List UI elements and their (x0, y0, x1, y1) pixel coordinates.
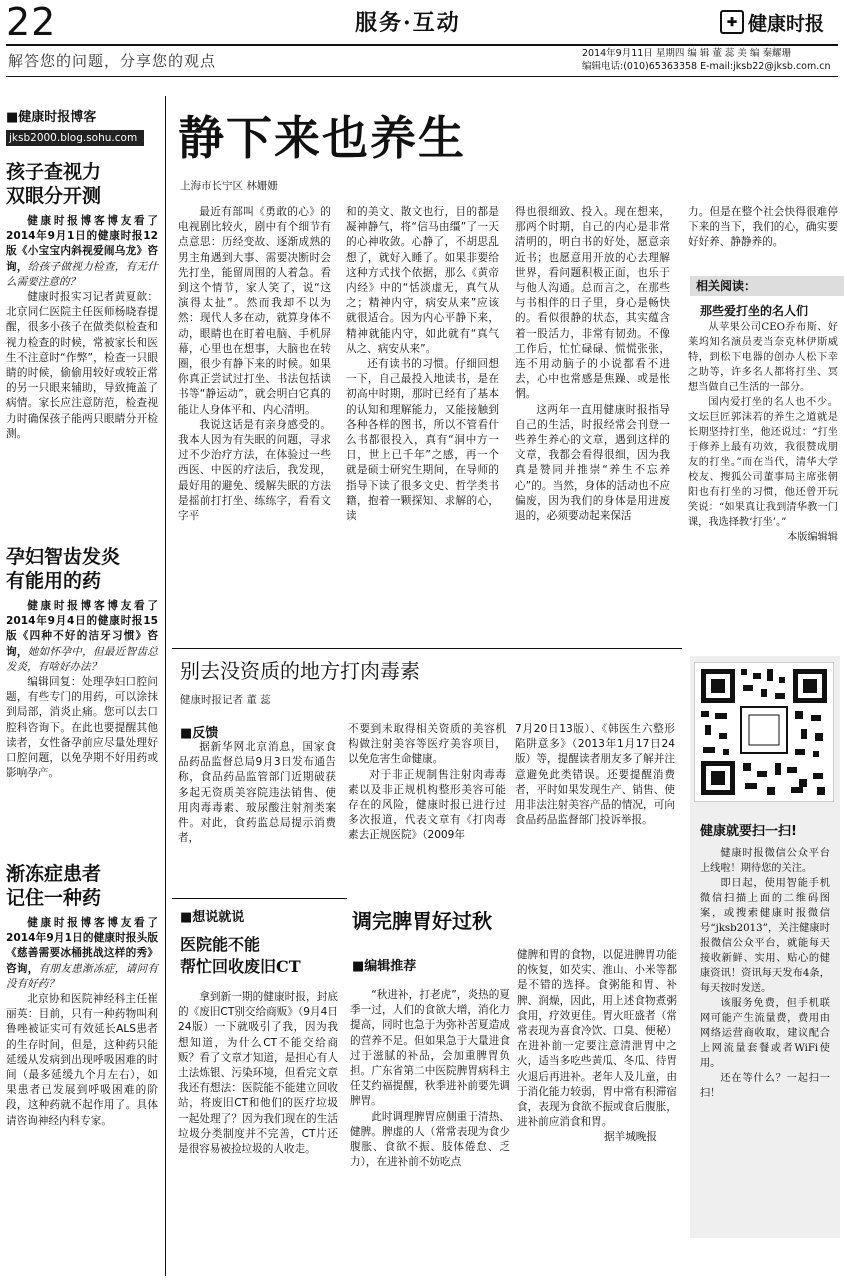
opinion-box-label: ■想说就说 (180, 910, 245, 925)
header-bottom-rule (6, 76, 838, 77)
blog-heading: ■健康时报博客 (6, 110, 97, 125)
article3-title: 医院能不能 (180, 935, 261, 954)
wechat-paragraph: 该服务免费，但手机联网可能产生流量费，费用由网络运营商收取，建议配合上网流量套餐或者WiFi使用。 (700, 998, 830, 1069)
section-title: 服务·互动 (355, 10, 461, 36)
article4-paragraph: 健脾和胃的食物，以促进脾胃功能的恢复，如芡实、淮山、小米等都是不错的选择。食粥能和胃、补脾、润燥，因此，用上述食物煮粥食用，疗效更佳。胃火旺盛者（常常表现为喜食冷饮、口臭、便秘）在进补前一定要注意清泄胃中之火，适当多吃些黄瓜、冬瓜、待胃火退后再进补。老年人及儿童，由于消化能力较弱，胃中常有积滞宿食，表现为食欲不振或食后腹胀，进补前应消食和胃。 (517, 949, 677, 1129)
blog-item-title: 双眼分开测 (6, 185, 102, 207)
section-rule (172, 648, 682, 649)
newspaper-logo (720, 8, 835, 36)
related-paragraph: 从苹果公司CEO乔布斯、好莱坞知名演员麦当奈克林伊斯威特，到松下电器的创办人松下幸之助等，许多名人都将打坐、冥想当做自己生活的一部分。 (688, 322, 838, 393)
feature-paragraph: 最近有部叫《勇敢的心》的电视剧比较火，剧中有个细节有点意思：历经变故、逐渐成熟的男主角遇到大事、需要决断时会先打坐，能留周围的人着急。看到这个情节，家人笑了，说“这演得太扯”。然而我却不以为然：现代人多在动，就算身体不动，眼睛也在盯着电脑、手机屏幕，心里也在想事，大脑也在转圈，很少有静下来的时候。如果你真正尝试过打坐、书法包括读书等“静运动”，就会明白它真的能让人身体平和、内心清明。 (178, 206, 331, 416)
blog-item-title: 有能用的药 (6, 570, 102, 592)
wechat-title: 健康就要扫一扫! (700, 824, 797, 839)
article2-title: 别去没资质的地方打肉毒素 (180, 659, 420, 683)
related-paragraph: 国内爱打坐的名人也不少。文坛巨匠郭沫若的养生之道就是长期坚持打坐，他还说过：“打坐于修养上最有功效，我很赞成朋友的打坐。”而在当代，清华大学校友、搜狐公司董事局主席张朝阳也有打坐的习惯，他还曾开玩笑说：“如果真让我到清华教一门课，我选择教‘打坐’。” (688, 397, 838, 528)
article4-paragraph: “秋进补，打老虎”，炎热的夏季一过，人们的食欲大增，消化力提高，同时也急于为弥补苦夏造成的营养不足。但如果急于大量进食过于滋腻的补品，会加重脾胃负担。广东省第二中医院脾胃病科主任艾约福提醒，秋季进补前要先调脾胃。 (350, 989, 510, 1108)
wechat-paragraph: 健康时报微信公众平台上线啦！期待您的关注。 (700, 848, 830, 874)
issue-info: 2014年9月11日 星期四 编 辑 董 蕊 美 编 秦耀珊 (582, 48, 791, 59)
wechat-paragraph: 还在等什么？一起扫一扫！ (700, 1073, 830, 1099)
feature-paragraph: 力。但是在整个社会快得很难停下来的当下，我们的心，确实要好好养、静静养的。 (688, 206, 838, 249)
feature-col-4 (688, 205, 838, 251)
article2-col-2 (348, 722, 506, 844)
blog-question-detail: 给孩子做视力检查，有无什么需要注意的？ (6, 260, 159, 288)
blog-item-1 (6, 160, 158, 442)
article4-paragraph: 此时调理脾胃应侧重于清热、健脾。脾虚的人（常常表现为食少腹胀、食欲不振、肢体倦怠、乏力），在进补前不妨吃点 (350, 1110, 510, 1169)
feedback-box-label: ■反馈 (180, 726, 219, 741)
recommend-box-label: ■编辑推荐 (352, 959, 417, 974)
blog-question: 健康时报博客博友看了2014年9月1日的健康时报头版《慈善需要冰桶挑战这样的秀》咨询， (6, 917, 158, 975)
logo-text: 健康时报 (748, 12, 825, 35)
column-divider (165, 96, 166, 1276)
article2-paragraph: 不要到未取得相关资质的美容机构做注射美容等医疗美容项目，以免危害生命健康。 (348, 723, 506, 766)
qr-code-icon[interactable] (694, 662, 834, 802)
blog-item-3 (6, 862, 158, 1129)
slogan: 解答您的问题，分享您的观点 (8, 52, 217, 70)
editor-contact: 编辑电话:(010)65363358 E-mail:jksb22@jksb.com.cn (582, 61, 831, 72)
article4-title: 调完脾胃好过秋 (352, 909, 492, 933)
feature-paragraph: 这两年一直用健康时报指导自己的生活，时报经常会刊登一些养生养心的文章，遇到这样的文章，我都会看得很细，因为我真是赞同并推崇“养生不忘养心”的。当然，身体的活动也不应偏废，因为我们的身体是用进废退的，必须要动起来保活 (515, 403, 670, 523)
feature-col-1 (178, 205, 331, 645)
blog-question: 健康时报博客博友看了2014年9月1日的健康时报12版《小宝宝内斜视爱闹乌龙》咨询， (6, 215, 158, 273)
blog-item-2 (6, 545, 158, 781)
blog-item-title: 孩子查视力 (6, 161, 102, 183)
article2-col-1 (178, 740, 336, 846)
related-title: 那些爱打坐的名人们 (700, 304, 809, 318)
article3-paragraph: 拿到新一期的健康时报，封底的《废旧CT别交给商贩》（9月4日24版）一下就吸引了我，因为我想知道，为什么CT不能交给商贩？看了文章才知道，是担心有人土法炼银、污染环境，但看完文章我还有想法：医院能不能建立回收站，将废旧CT和他们的医疗垃圾一起处理了？因为我们现在的生活垃圾分类制度并不完善，CT片还是很容易被捡垃圾的人收走。 (178, 991, 338, 1156)
blog-item-title: 孕妇智齿发炎 (6, 546, 121, 568)
article4-col-1 (350, 988, 510, 1170)
article4-col-2 (517, 948, 677, 1146)
blog-url: jksb2000.blog.sohu.com (6, 130, 144, 146)
feature-col-2 (346, 205, 499, 645)
page-number: 22 (6, 0, 57, 44)
article2-byline: 健康时报记者 董 蕊 (180, 694, 271, 706)
feature-byline: 上海市长宁区 林姗姗 (180, 180, 278, 192)
blog-question-detail: 她如怀孕中，但最近智齿总发炎，有啥好办法？ (6, 645, 159, 673)
article2-paragraph: 7月20日13版）、《韩医生六整形陷阱意多》（2013年1月17日24版）等，提醒读者朋友多了解并注意避免此类错误。还要提醒消费者，平时如果发现生产、销售、使用非法注射美容产品的情况，可向食品药品监督部门投诉举报。 (515, 723, 675, 827)
related-reading-label: 相关阅读： (690, 276, 844, 296)
header-rule (6, 44, 838, 46)
section-rule (172, 898, 347, 899)
feature-paragraph: 还有读书的习惯。仔细回想一下，自己最投入地读书，是在初高中时期，那时已经有了基本的认知和理解能力，又能接触到各种各样的图书，所以不管看什么书都很投入，真有“洞中方一日，世上已千年”之感，再一个就是硕士研究生期间，在导师的指导下读了很多文史、哲学类书籍，抱着一颗探知、求解的心，读 (346, 358, 499, 523)
blog-item-title: 记住一种药 (6, 887, 102, 909)
blog-question-detail: 有朋友患渐冻症，请问有没有好药？ (6, 962, 159, 990)
feature-title: 静下来也养生 (178, 111, 466, 165)
wechat-paragraph: 即日起，使用智能手机微信扫描上面的二维码图案，或搜索健康时报微信号“jksb2013”，关注健康时报微信公众平台，就能每天接收新鲜、实用、贴心的健康资讯！资讯每天发布4条，每天按时发送。 (700, 878, 830, 994)
feature-col-3 (515, 205, 670, 645)
related-body (688, 320, 838, 545)
blog-answer: 北京协和医院神经科主任崔丽英：目前，只有一种药物叫利鲁唑被证实可有效延长ALS患者的生存时间，但是，这种药只能延缓从发病到出现呼吸困难的时间（最多延缓九个月左右），如果患者已发展到呼吸困难的阶段，这种药就不起作用了。具体请咨询神经内科专家。 (6, 993, 158, 1127)
article4-sign: 据羊城晚报 (604, 1131, 657, 1144)
article2-paragraph: 对于非正规制售注射肉毒毒素以及非正规机构整形美容可能存在的风险，健康时报已进行过多次报道，代表文章有《打肉毒素去正规医院》（2009年 (348, 768, 506, 842)
article3-body (178, 990, 338, 1157)
related-sign: 本版编辑辑 (787, 532, 838, 543)
feature-paragraph: 和的美文、散文也行，目的都是凝神静气，将“信马由缰”了一天的心神收敛。心静了，不胡思乱想了，就好入睡了。如果非要给这种方式找个依据，那么《黄帝内经》中的“恬淡虚无，真气从之；精神内守，病安从来”应该就很适合。因为内心平静下来，精神就能内守，如此就有“真气从之、病安从来”。 (346, 206, 499, 355)
article2-paragraph: 据新华网北京消息，国家食品药品监督总局9月3日发布通告称，食品药品监管部门近期破获多起无资质美容院违法销售、使用肉毒毒素、玻尿酸注射剂类案件。对此，食药监总局提示消费者， (178, 741, 336, 845)
blog-item-title: 渐冻症患者 (6, 863, 102, 885)
article3-title: 帮忙回收废旧CT (180, 957, 301, 976)
feature-paragraph: 我说这话是有亲身感受的。我本人因为有失眠的问题，寻求过不少治疗方法，在体验过一些西医、中医的疗法后，我发现，最好用的避免、缓解失眠的方法是摇前打打坐、练练字，看看文字平 (178, 418, 331, 523)
blog-answer: 编辑回复：处理孕妇口腔问题，有些专门的用药，可以涂抹到局部，消炎止痛。您可以去口腔科咨询下。在此也要提醒其他读者，女性备孕前应尽量处理好口腔问题，以免孕期不好用药或影响孕产。 (6, 676, 158, 780)
feature-paragraph: 得也很细致、投入。现在想来，那两个时期，自己的内心是非常清明的，明白书的好处，愿意亲近书；也愿意用开放的心去理解世界，看问题积极正面，也乐于与他人沟通。总而言之，在那些与书相伴的日子里，身心是畅快的。看似很静的状态，其实蕴含着一股活力，非常有韧劲。不像工作后，忙忙碌碌、慌慌张张，连不用动脑子的小说都看不进去，心中也常感是焦躁、或是怅惘。 (515, 206, 670, 401)
logo-mark-icon: ✚ (720, 10, 744, 34)
blog-question: 健康时报博客博友看了2014年9月4日的健康时报15版《四种不好的洁牙习惯》咨询， (6, 600, 158, 658)
wechat-body (700, 846, 830, 1101)
article2-col-3 (515, 722, 675, 828)
blog-answer: 健康时报实习记者黄夏歆：北京同仁医院主任医师杨晓春提醒，很多小孩子在做类似检查和视力检查的时候，常被家长和医生不注意时“作弊”，检查一只眼睛的时候，偷偷用较好或较正常的另一只眼来辅助，导致掩盖了病情。家长应注意防范，检查视力时确保孩子能两只眼睛分开检测。 (6, 291, 158, 440)
